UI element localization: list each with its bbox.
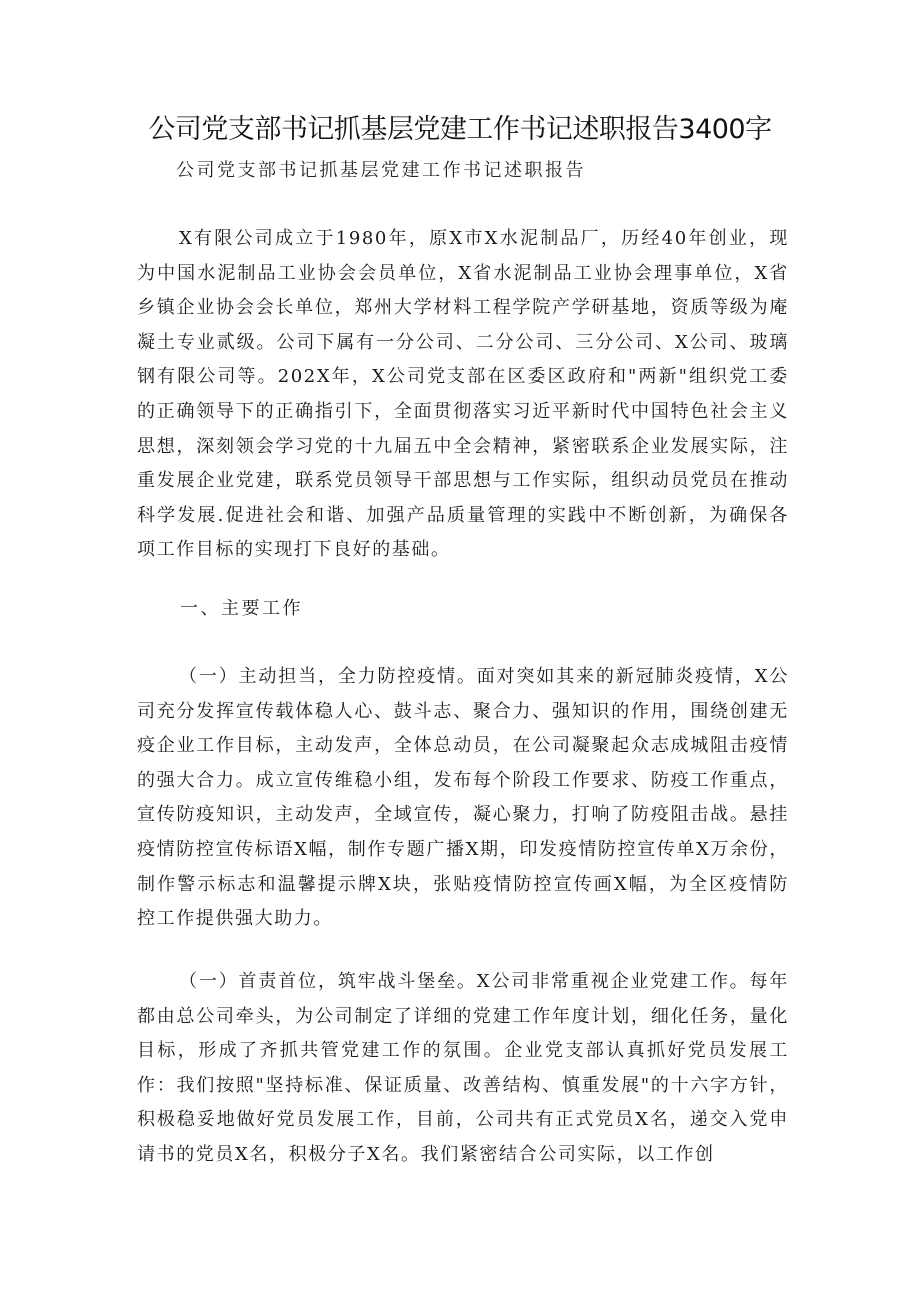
document-title: 公司党支部书记抓基层党建工作书记述职报告3400字 [148, 114, 772, 145]
document-subtitle: 公司党支部书记抓基层党建工作书记述职报告 [176, 160, 586, 181]
intro-paragraph: X有限公司成立于1980年，原X市X水泥制品厂，历经40年创业，现为中国水泥制品工业协会会员单位，X省水泥制品工业协会理事单位，X省乡镇企业协会会长单位，郑州大学材料工程学院产学研基地，资质等级为庵凝土专业贰级。公司下属有一分公司、二分公司、三分公司、X公司、玻璃钢有限公司等。202X年，X公司党支部在区委区政府和"两新"组织党工委的正确领导下的正确指引下，全面贯彻落实习近平新时代中国特色社会主义思想，深刻领会学习党的十九届五中全会精神，紧密联系企业发展实际，注重发展企业党建，联系党员领导干部思想与工作实际，组织动员党员在推动科学发展.促进社会和谐、加强产品质量管理的实践中不断创新，为确保各项工作目标的实现打下良好的基础。 [137, 228, 789, 561]
section1-paragraph: （一）主动担当，全力防控疫情。面对突如其来的新冠肺炎疫情，X公司充分发挥宣传载体稳人心、鼓斗志、聚合力、强知识的作用，围绕创建无疫企业工作目标，主动发声，全体总动员，在公司凝聚起众志成城阻击疫情的强大合力。成立宣传维稳小组，发布每个阶段工作要求、防疫工作重点，宣传防疫知识，主动发声，全域宣传，凝心聚力，打响了防疫阻击战。悬挂疫情防控宣传标语X幅，制作专题广播X期，印发疫情防控宣传单X万余份，制作警示标志和温馨提示牌X块，张贴疫情防控宣传画X幅，为全区疫情防控工作提供强大助力。 [137, 666, 789, 930]
section2-paragraph: （一）首责首位，筑牢战斗堡垒。X公司非常重视企业党建工作。每年都由总公司牵头，为公司制定了详细的党建工作年度计划，细化任务，量化目标，形成了齐抓共管党建工作的氛围。企业党支部认真抓好党员发展工作：我们按照"坚持标准、保证质量、改善结构、慎重发展"的十六字方针，积极稳妥地做好党员发展工作，目前，公司共有正式党员X名，递交入党申请书的党员X名，积极分子X名。我们紧密结合公司实际，以工作创 [137, 971, 789, 1165]
section-heading: 一、主要工作 [180, 598, 303, 619]
